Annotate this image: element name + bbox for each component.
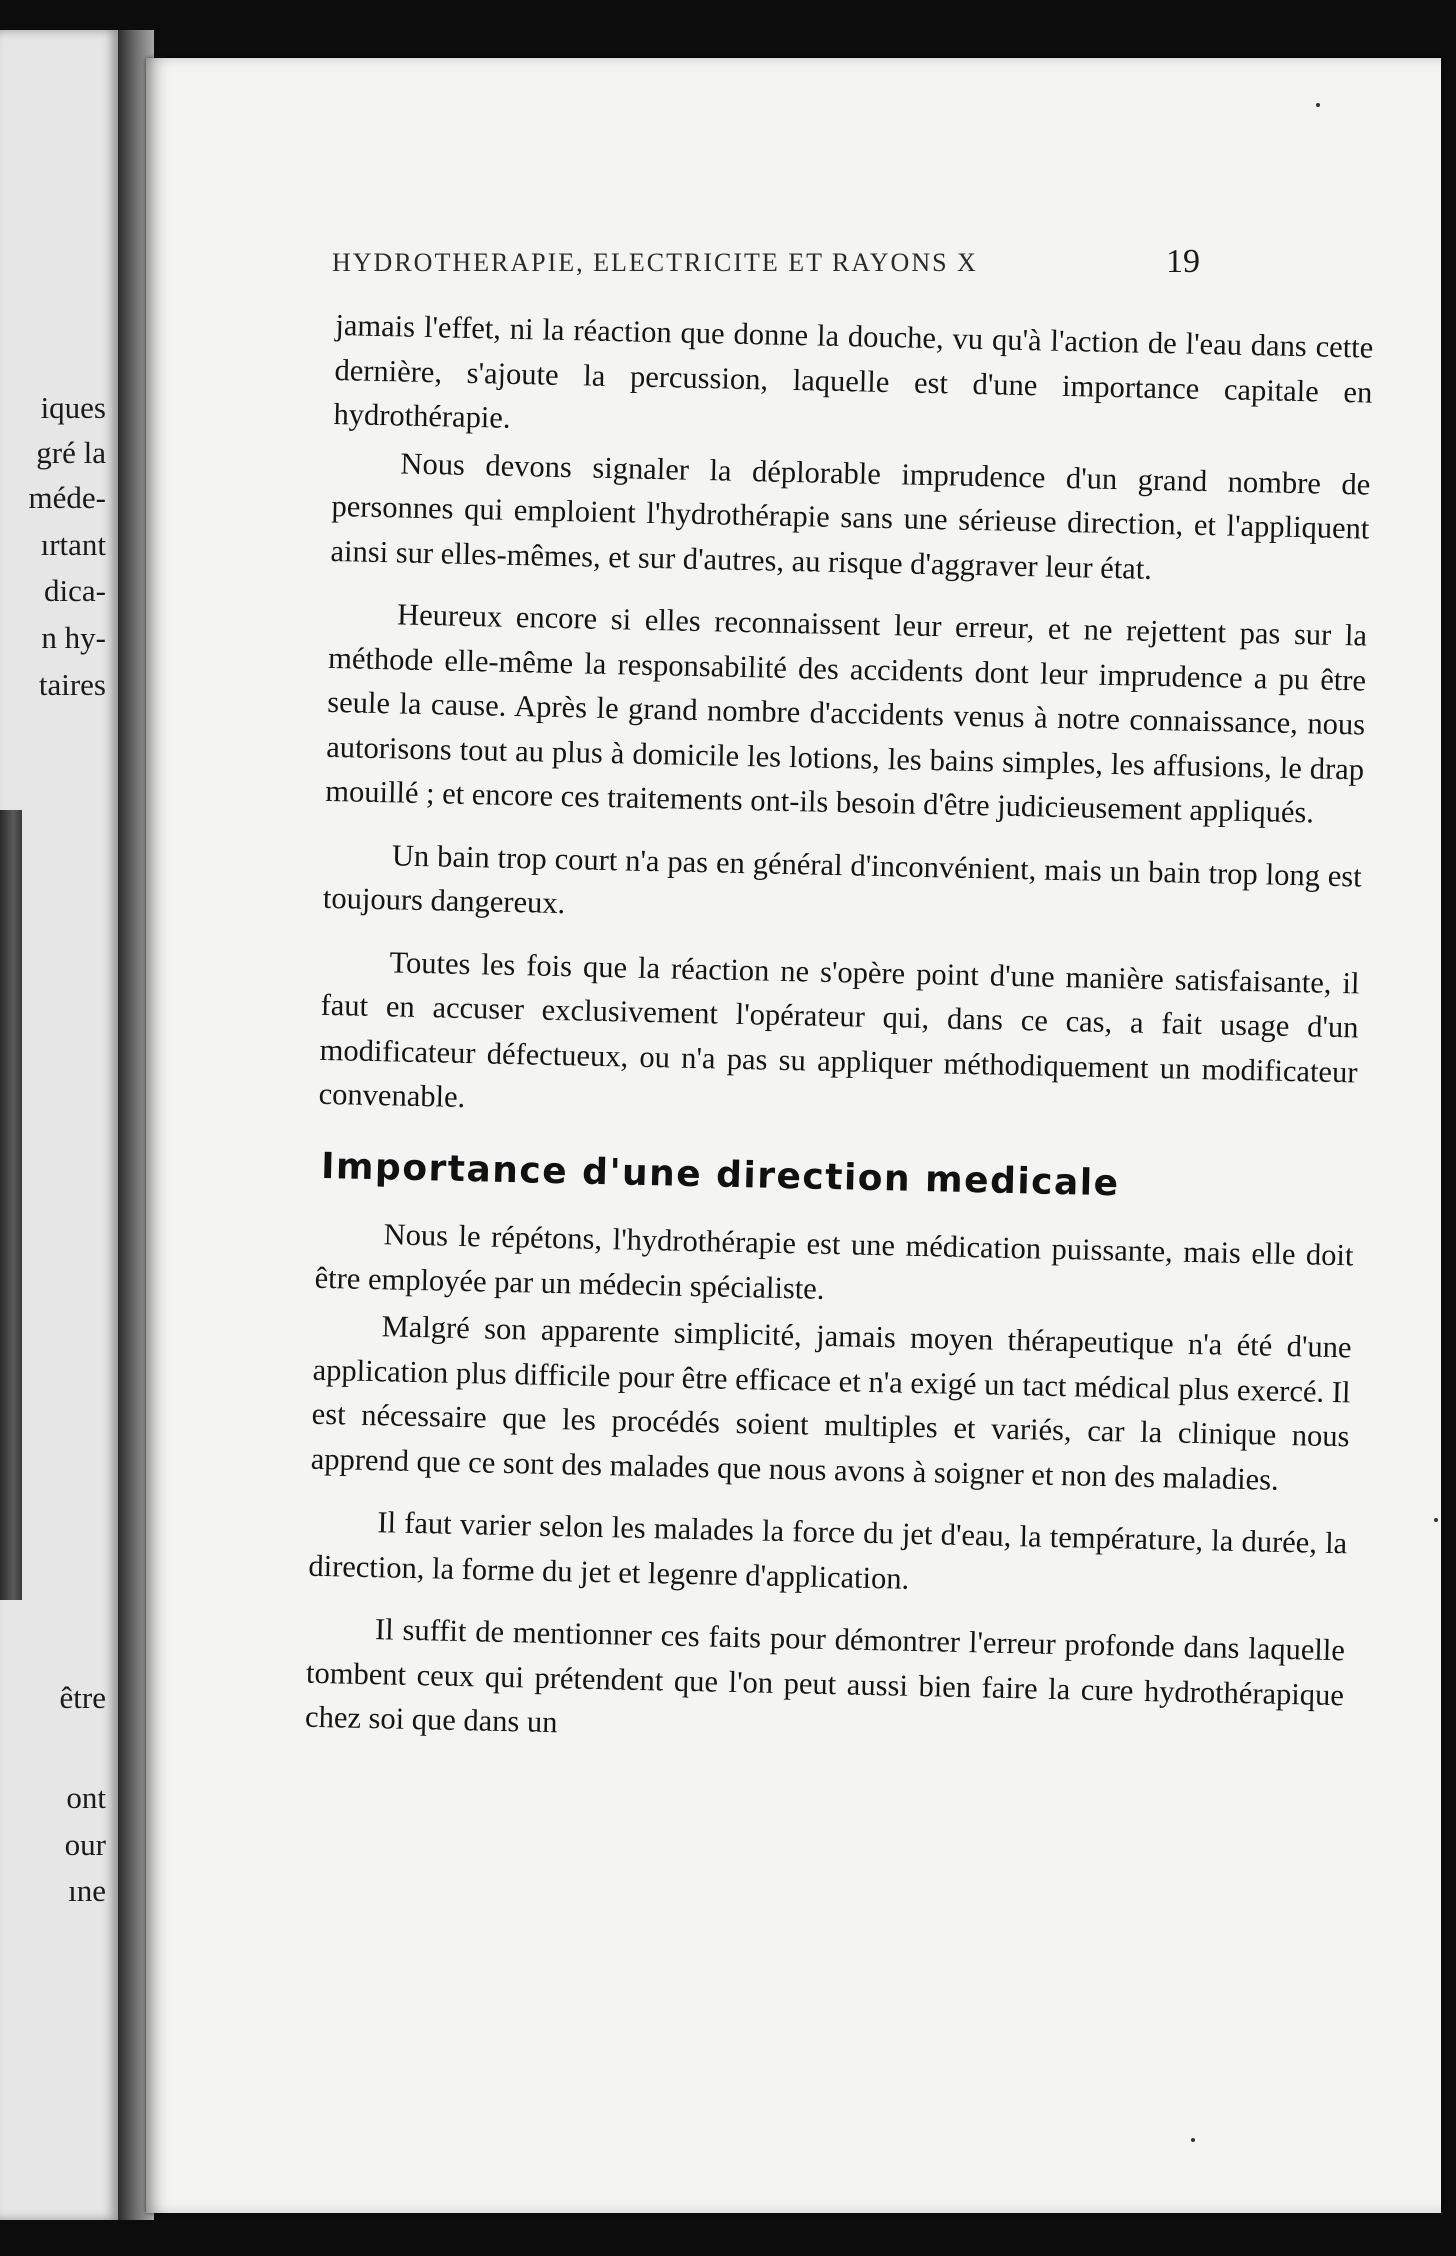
- facing-page-illustration-edge: [0, 810, 22, 1600]
- facing-page-text: ırtant: [40, 527, 106, 562]
- paper-speck: [1434, 1518, 1438, 1522]
- facing-page-text: méde-: [28, 480, 106, 515]
- book-page: [146, 58, 1441, 2213]
- running-head: HYDROTHERAPIE, ELECTRICITE ET RAYONS X: [332, 248, 978, 277]
- paragraph: Malgré son apparente simplicité, jamais moyen thérapeutique n'a été d'une application plus difficile pour être efficace et n'a exigé un tact médical plus exercé. Il est nécessaire que les procédés soient multiples et variés, car la clinique nous apprend que ce sont des malades que nous avons à soigner et non des maladies.: [310, 1309, 1352, 1497]
- facing-page-text: n hy-: [41, 620, 106, 655]
- facing-page-text: être: [59, 1680, 106, 1715]
- facing-page-text: dica-: [44, 573, 106, 608]
- section-heading: Importance d'une direction medicale: [320, 1145, 1121, 1204]
- paper-speck: [1191, 2138, 1195, 2142]
- paragraph: Il faut varier selon les malades la force du jet d'eau, la température, la durée, la direction, la forme du jet et legenre d'application.: [308, 1505, 1348, 1596]
- page-number: 19: [1166, 243, 1200, 280]
- facing-page-text: iques: [40, 390, 106, 425]
- paragraph: Un bain trop court n'a pas en général d'inconvénient, mais un bain trop long est toujours dangereux.: [322, 837, 1363, 921]
- paragraph: Heureux encore si elles reconnaissent leur erreur, et ne rejettent pas sur la méthode elle-même la responsabilité des accidents dont leur imprudence a pu être seule la cause. Après le grand nombre d'accidents venus à notre connaissance, nous autorisons tout au plus à domicile les lotions, les bains simples, les affusions, le drap mouillé ; et encore ces traitements ont-ils besoin d'être judicieusement appliqués.: [324, 597, 1368, 830]
- facing-page: [0, 30, 118, 2220]
- paragraph: Toutes les fois que la réaction ne s'opère point d'une manière satisfaisante, il faut en accuser exclusivement l'opérateur qui, dans ce cas, a fait usage d'un modificateur défectueux, ou n'a pas su appliquer méthodiquement un modificateur convenable.: [318, 944, 1360, 1115]
- paragraph: Nous devons signaler la déplorable imprudence d'un grand nombre de personnes qui emploient l'hydrothérapie sans une sérieuse direction, et l'appliquent ainsi sur elles-mêmes, et sur d'autres, au risque d'aggraver leur état.: [330, 445, 1371, 586]
- facing-page-text: gré la: [36, 435, 106, 470]
- page-body: [305, 303, 1374, 1765]
- facing-page-text: our: [64, 1827, 106, 1862]
- paragraph: Nous le répétons, l'hydrothérapie est une médication puissante, mais elle doit être employée par un médecin spécialiste.: [314, 1217, 1354, 1306]
- facing-page-text: ıne: [68, 1873, 106, 1908]
- paragraph: Il suffit de mentionner ces faits pour démontrer l'erreur profonde dans laquelle tombent ceux qui prétendent que l'on peut aussi bien faire la cure hydrothérapique chez soi que dans un: [304, 1612, 1346, 1740]
- paragraph: jamais l'effet, ni la réaction que donne la douche, vu qu'à l'action de l'eau dans cette dernière, s'ajoute la percussion, laquelle est d'une importance capitale en hydrothérapie.: [333, 307, 1374, 435]
- paper-speck: [1316, 103, 1320, 107]
- facing-page-text: ont: [66, 1780, 106, 1815]
- facing-page-text: taires: [38, 667, 106, 702]
